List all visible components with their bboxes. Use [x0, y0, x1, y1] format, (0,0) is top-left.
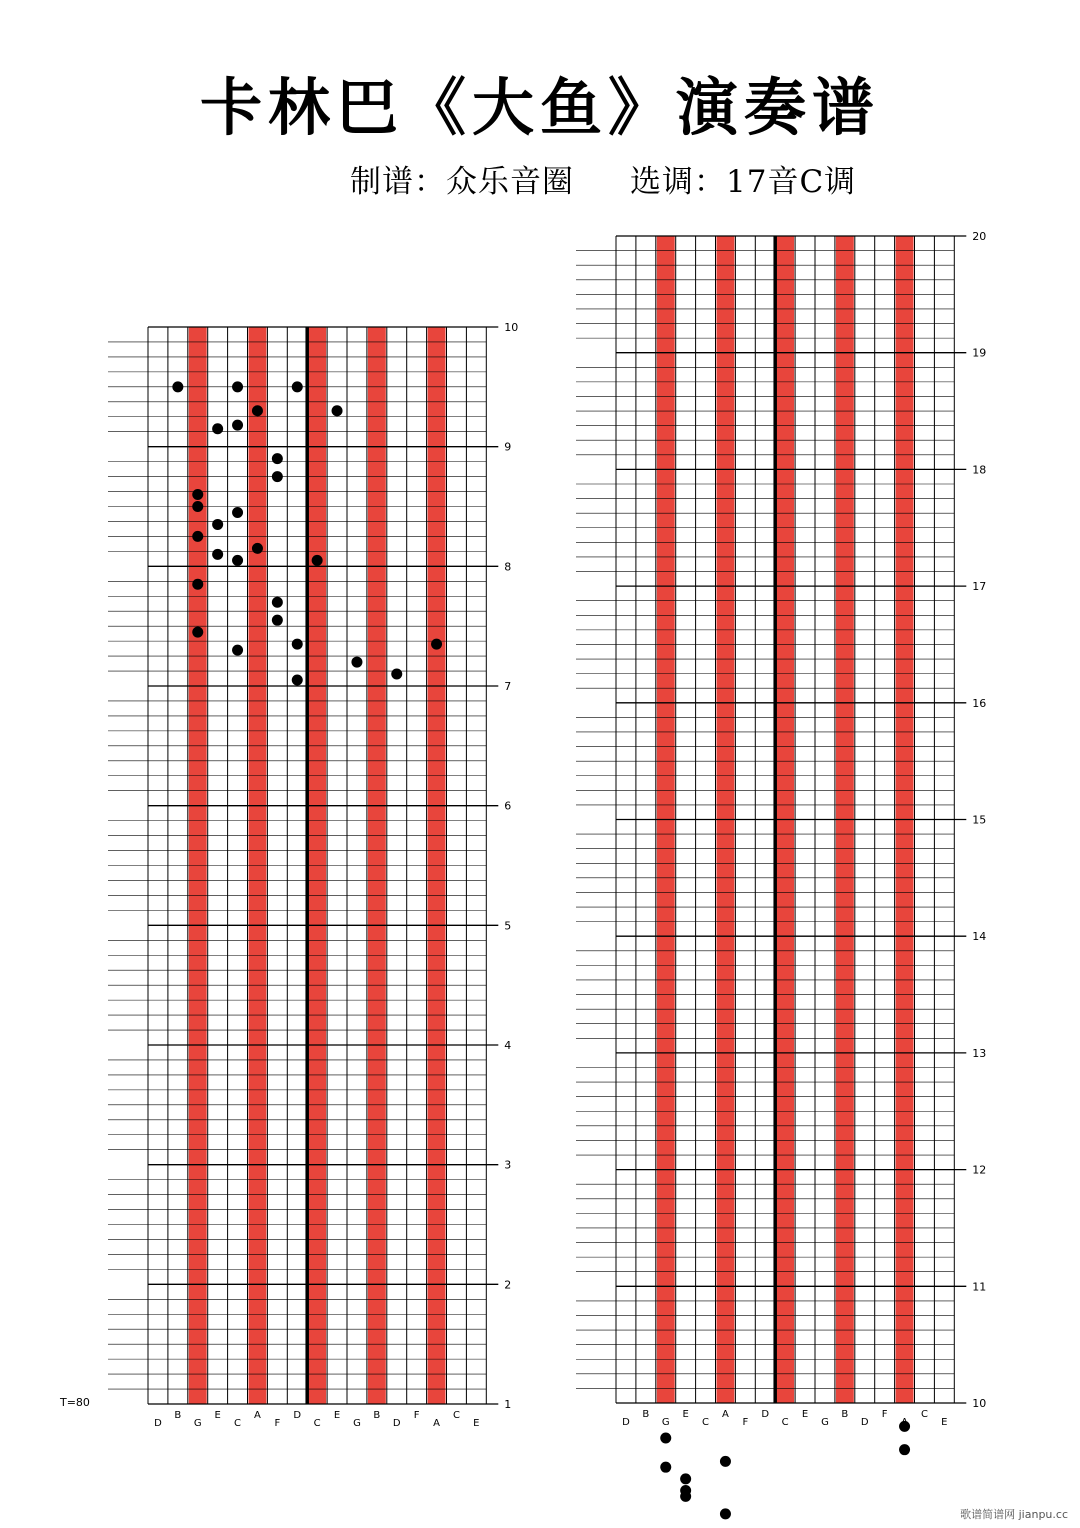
note-dot: [192, 531, 203, 542]
measure-number: 15: [972, 813, 987, 827]
note-dot: [660, 1433, 671, 1444]
measure-number: 4: [504, 1039, 512, 1052]
note-dot: [431, 639, 442, 650]
measure-number: 18: [972, 463, 987, 477]
note-dot: [232, 420, 243, 431]
key-label: C: [781, 1417, 789, 1428]
measure-number: 13: [972, 1046, 987, 1060]
measure-number: 17: [972, 580, 987, 594]
key-label: B: [373, 1410, 381, 1421]
key-label: E: [682, 1409, 689, 1420]
key-label: G: [193, 1418, 202, 1429]
note-dot: [252, 405, 263, 416]
key-label: D: [761, 1409, 770, 1420]
page-title: 卡林巴《大鱼》演奏谱: [199, 71, 880, 144]
note-dot: [232, 555, 243, 566]
measure-number: 7: [504, 680, 512, 693]
note-dot: [351, 657, 362, 668]
key-label: C: [452, 1410, 460, 1421]
note-dot: [232, 645, 243, 656]
key-label: C: [702, 1417, 710, 1428]
note-dot: [720, 1456, 731, 1467]
measure-number: 12: [972, 1163, 987, 1177]
key-label: C: [313, 1418, 321, 1429]
note-dot: [680, 1473, 691, 1484]
measure-number: 9: [504, 440, 512, 454]
key-label: D: [392, 1418, 401, 1429]
note-dot: [212, 549, 223, 560]
arranger-credit: 制谱：众乐音圈: [350, 164, 574, 200]
key-label: E: [941, 1417, 948, 1428]
key-label: D: [154, 1418, 162, 1429]
key-label: C: [920, 1409, 928, 1420]
key-label: F: [742, 1417, 749, 1428]
note-dot: [192, 579, 203, 590]
note-dot: [232, 381, 243, 392]
key-label: G: [661, 1417, 670, 1428]
key-label: G: [353, 1418, 361, 1429]
key-label: E: [333, 1410, 341, 1421]
key-label: A: [722, 1409, 729, 1420]
note-dot: [272, 597, 283, 608]
note-dot: [272, 453, 283, 464]
note-dot: [232, 507, 243, 518]
note-dot: [192, 501, 203, 512]
note-dot: [332, 405, 343, 416]
note-dot: [899, 1444, 910, 1455]
measure-number: 14: [972, 930, 987, 944]
site-watermark: 歌谱简谱网 jianpu.cc: [960, 1508, 1068, 1521]
key-label: B: [174, 1410, 182, 1421]
key-label: G: [821, 1417, 829, 1428]
note-dot: [192, 627, 203, 638]
key-credit: 选调：17音C调: [630, 164, 857, 200]
note-dot: [899, 1421, 910, 1432]
measure-number: 2: [504, 1278, 512, 1292]
measure-number: 10: [504, 321, 519, 334]
measure-number: 10: [972, 1397, 987, 1410]
key-label: E: [473, 1418, 480, 1429]
note-dot: [212, 423, 223, 434]
key-label: B: [642, 1409, 650, 1420]
note-dot: [172, 381, 183, 392]
key-label: D: [860, 1417, 869, 1428]
note-dot: [192, 489, 203, 500]
note-dot: [292, 639, 303, 650]
note-dot: [272, 471, 283, 482]
key-label: A: [433, 1418, 440, 1429]
note-dot: [391, 669, 402, 680]
measure-number: 8: [504, 560, 512, 574]
note-dot: [252, 543, 263, 554]
key-label: E: [214, 1410, 221, 1421]
key-label: F: [274, 1418, 281, 1429]
measure-number: 5: [504, 919, 512, 933]
measure-number: 16: [972, 696, 987, 710]
note-dot: [680, 1491, 691, 1502]
key-label: B: [841, 1409, 849, 1420]
note-dot: [212, 519, 223, 530]
measure-number: 11: [972, 1280, 987, 1294]
note-dot: [312, 555, 323, 566]
note-dot: [720, 1508, 731, 1519]
tab-sheet-left: [108, 321, 518, 1429]
measure-number: 1: [504, 1398, 512, 1411]
tempo-marking: T=80: [60, 1396, 90, 1409]
note-dot: [272, 615, 283, 626]
measure-number: 20: [972, 230, 987, 243]
key-label: A: [254, 1410, 261, 1421]
note-dot: [292, 381, 303, 392]
key-label: F: [413, 1410, 420, 1421]
key-label: C: [234, 1418, 242, 1429]
key-label: F: [881, 1409, 888, 1420]
measure-number: 19: [972, 346, 987, 360]
tab-sheet-right: [576, 230, 986, 1528]
note-dot: [660, 1462, 671, 1473]
note-dot: [292, 675, 303, 686]
measure-number: 6: [504, 799, 512, 813]
key-label: D: [622, 1417, 630, 1428]
key-label: D: [293, 1410, 302, 1421]
measure-number: 3: [504, 1158, 512, 1172]
key-label: E: [801, 1409, 809, 1420]
